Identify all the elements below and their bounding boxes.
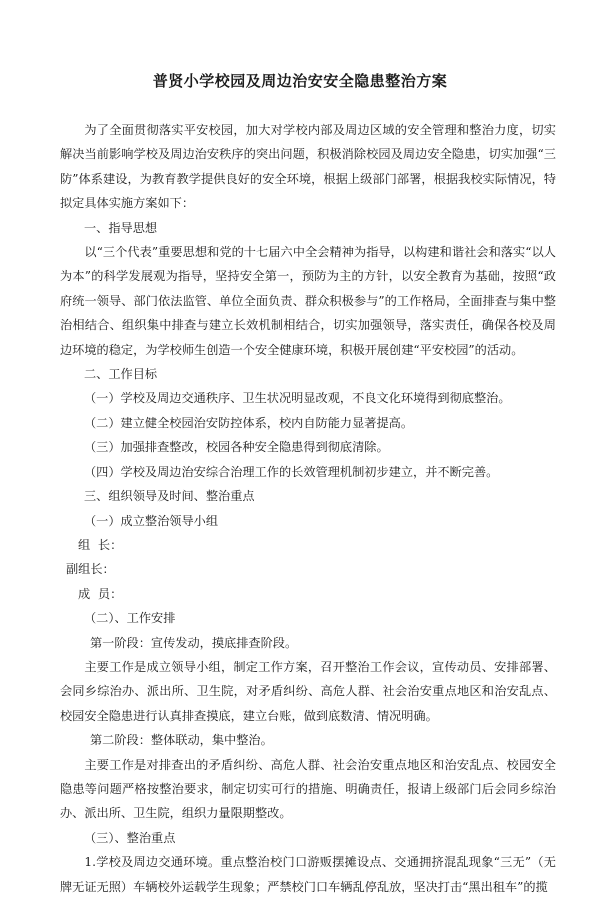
guiding-thought-paragraph: 以“三个代表”重要思想和党的十七届六中全会精神为指导，以构建和谐社会和落实“以人为本”的科学发展观为指导，坚持安全第一，预防为主的方针，以安全教育为基础，按照“政府统一领导、部门依法监管、单位全面负责、群众积极参与”的工作格局，全面排查与集中整治相结合、组织集中排查与建立长效机制相结合，切实加强领导，落实责任，确保各校及周边环境的稳定，为学校师生创造一个安全健康环境，积极开展创建“平安校园”的活动。 bbox=[60, 245, 556, 357]
goal-item-4: （四）学校及周边治安综合治理工作的长效管理机制初步建立，并不断完善。 bbox=[84, 464, 499, 479]
key-point-1-paragraph: 1.学校及周边交通环境。重点整治校门口游贩摆摊设点、交通拥挤混乱现象“三无”（无牌无证无照）车辆校外运载学生现象；严禁校门口车辆乱停乱放，坚决打击“黑出租车”的揽 bbox=[60, 855, 556, 894]
document-body bbox=[60, 118, 556, 899]
subsection-heading-leadership-group: （一）成立整治领导小组 bbox=[84, 513, 219, 528]
phase-2-paragraph: 主要工作是对排查出的矛盾纠纷、高危人群、社会治安重点地区和治安乱点、校园安全隐患等问题严格按整治要求，制定切实可行的措施、明确责任，报请上级部门后会同乡综治办、派出所、卫生院，组织力量限期整改。 bbox=[60, 757, 556, 821]
leader-label: 组 长： bbox=[78, 537, 123, 552]
subsection-heading-key-points: （三）、整治重点 bbox=[84, 830, 176, 845]
goal-item-3: （三）加强排查整改，校园各种安全隐患得到彻底清除。 bbox=[84, 440, 389, 455]
goal-item-1: （一）学校及周边交通秩序、卫生状况明显改观，不良文化环境得到彻底整治。 bbox=[84, 391, 511, 406]
intro-paragraph: 为了全面贯彻落实平安校园，加大对学校内部及周边区域的安全管理和整治力度，切实解决当前影响学校及周边治安秩序的突出问题，积极消除校园及周边安全隐患，切实加强“三防”体系建设，为教育教学提供良好的安全环境，根据上级部门部署，根据我校实际情况，特拟定具体实施方案如下： bbox=[60, 123, 556, 211]
phase-1-heading: 第一阶段：宣传发动，摸底排查阶段。 bbox=[90, 635, 298, 650]
goal-item-2: （二）建立健全校园治安防控体系，校内自防能力显著提高。 bbox=[84, 415, 414, 430]
phase-1-paragraph: 主要工作是成立领导小组，制定工作方案，召开整治工作会议，宣传动员、安排部署、会同乡综治办、派出所、卫生院，对矛盾纠纷、高危人群、社会治安重点地区和治安乱点、校园安全隐患进行认真排查摸底，建立台账，做到底数清、情况明确。 bbox=[60, 659, 556, 723]
deputy-leader-label: 副组长： bbox=[66, 562, 115, 577]
section-heading-guiding-thought: 一、指导思想 bbox=[84, 220, 158, 235]
section-heading-organization: 三、组织领导及时间、整治重点 bbox=[84, 489, 255, 504]
document-title: 普贤小学校园及周边治安安全隐患整治方案 bbox=[152, 72, 448, 90]
phase-2-heading: 第二阶段：整体联动，集中整治。 bbox=[90, 733, 273, 748]
members-label: 成 员： bbox=[78, 586, 123, 601]
subsection-heading-work-arrangement: （二）、工作安排 bbox=[84, 611, 176, 626]
section-heading-work-goals: 二、工作目标 bbox=[84, 367, 158, 382]
